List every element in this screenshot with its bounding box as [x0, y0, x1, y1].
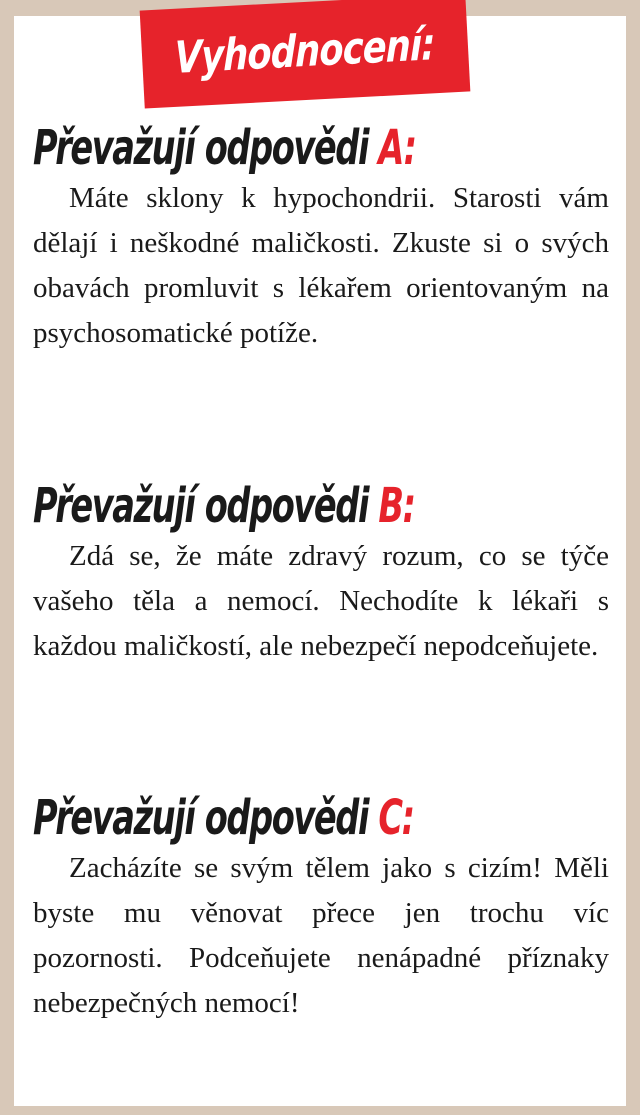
banner-title: Vyhodnocení:	[174, 18, 436, 84]
heading-label: Převažují odpovědi	[33, 478, 379, 534]
section-heading	[33, 790, 436, 846]
evaluation-banner	[140, 0, 471, 108]
section-text: Zacházíte se svým tělem jako s cizím! Měli byste mu věnovat přece jen trochu víc pozornosti. Podceňujete nenápadné příznaky nebezpečných nemocí!	[33, 852, 609, 1019]
heading-label: Převažují odpovědi	[33, 120, 379, 176]
section-text: Zdá se, že máte zdravý rozum, co se týče vašeho těla a nemocí. Nechodíte k lékaři s každou maličkostí, ale nebezpečí nepodceňujete.	[33, 540, 609, 662]
section-heading	[33, 120, 436, 176]
answer-letter: C:	[378, 790, 414, 846]
answer-letter: B:	[378, 478, 415, 534]
heading-label: Převažují odpovědi	[33, 790, 379, 846]
answer-letter: A:	[378, 120, 416, 176]
section-answers-b	[33, 478, 609, 669]
section-text: Máte sklony k hypochondrii. Starosti vám dělají i neškodné maličkosti. Zkuste si o svých obavách promluvit s lékařem orientovaným na psychosomatické potíže.	[33, 182, 609, 349]
section-answers-c	[33, 790, 609, 1026]
section-heading	[33, 478, 436, 534]
section-answers-a	[33, 120, 609, 356]
